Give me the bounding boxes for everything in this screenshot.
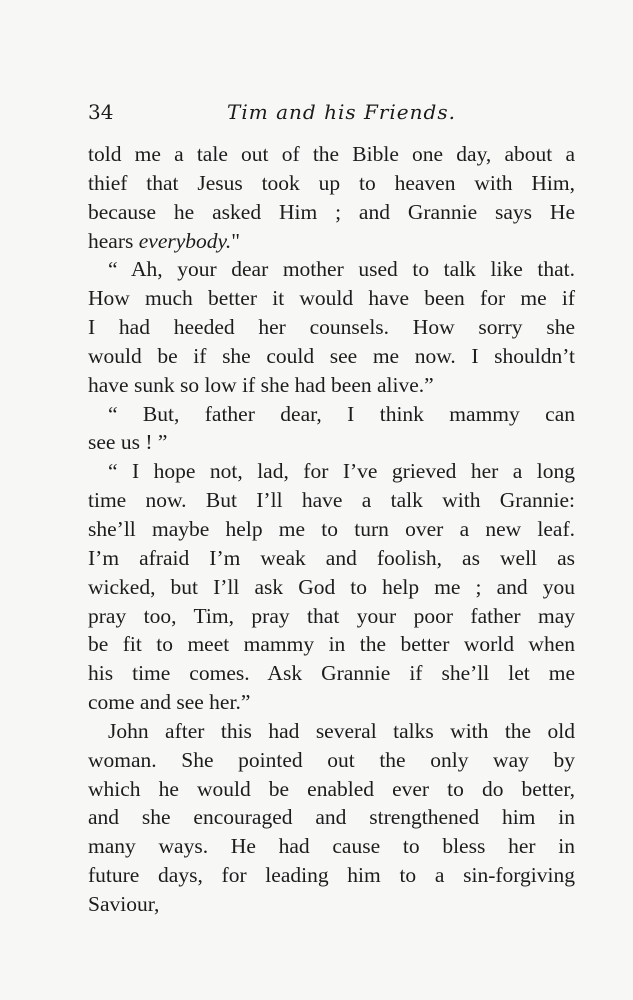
text-line (88, 342, 575, 371)
text-line (88, 717, 575, 746)
page-body-text (88, 140, 575, 919)
text-line-content: I had heeded her counsels. How sorry she (88, 315, 575, 340)
text-line-content: many ways. He had cause to bless her in (88, 834, 575, 859)
text-line-content: “ But, father dear, I think mammy can (108, 401, 575, 426)
text-line (88, 630, 575, 659)
text-line-content: told me a tale out of the Bible one day, about a (88, 142, 575, 166)
text-line-content: wicked, but I’ll ask God to help me ; and you (88, 574, 575, 599)
text-line (88, 832, 575, 861)
text-line-content: see us ! ” (88, 430, 168, 455)
text-line-content: thief that Jesus took up to heaven with Him, (88, 170, 575, 195)
text-line-content: I’m afraid I’m weak and foolish, as well as (88, 545, 575, 570)
text-line-content: his time comes. Ask Grannie if she’ll let me (88, 661, 575, 686)
text-line (88, 775, 575, 804)
running-title: Tim and his Friends. (227, 100, 456, 124)
text-line (88, 313, 575, 342)
text-line-content: time now. But I’ll have a talk with Grannie: (88, 488, 575, 513)
text-line (88, 284, 575, 313)
text-line (88, 140, 575, 169)
text-line (88, 227, 575, 256)
text-line (88, 659, 575, 688)
text-line (88, 544, 575, 573)
text-line-content: which he would be enabled ever to do better, (88, 776, 575, 801)
running-header (88, 100, 575, 130)
closing-quote: " (231, 228, 241, 253)
text-line-content: John after this had several talks with the old (108, 718, 575, 743)
text-line-content: have sunk so low if she had been alive.” (88, 372, 434, 397)
text-line (88, 428, 575, 457)
text-line-content: pray too, Tim, pray that your poor father may (88, 603, 575, 628)
italic-word: everybody. (138, 228, 232, 253)
text-line-content: would be if she could see me now. I shouldn’t (88, 343, 575, 368)
text-line-content: “ I hope not, lad, for I’ve grieved her a long (108, 459, 575, 484)
text-line-content: because he asked Him ; and Grannie says He (88, 199, 575, 224)
text-line (88, 803, 575, 832)
text-line (88, 890, 575, 919)
text-line-content: Saviour, (88, 891, 160, 916)
text-line (88, 169, 575, 198)
text-line (88, 457, 575, 486)
text-line (88, 198, 575, 227)
text-line (88, 602, 575, 631)
text-line (88, 515, 575, 544)
text-line (88, 688, 575, 717)
text-line (88, 255, 575, 284)
text-line-content: future days, for leading him to a sin-forgiving (88, 863, 575, 888)
text-line-content: and she encouraged and strengthened him in (88, 805, 575, 830)
text-line-content: woman. She pointed out the only way by (88, 747, 575, 772)
text-line (88, 861, 575, 890)
text-line-content: be fit to meet mammy in the better world when (88, 632, 575, 657)
text-line-content: she’ll maybe help me to turn over a new leaf. (88, 516, 575, 541)
text-line (88, 400, 575, 429)
page-number: 34 (88, 100, 114, 124)
text-line-content: hears (88, 228, 139, 253)
text-line (88, 486, 575, 515)
text-line (88, 371, 575, 400)
text-line (88, 746, 575, 775)
text-line-content: come and see her.” (88, 690, 251, 715)
text-line-content: How much better it would have been for me if (88, 286, 575, 311)
text-line-content: “ Ah, your dear mother used to talk like that. (108, 257, 575, 282)
text-line (88, 573, 575, 602)
